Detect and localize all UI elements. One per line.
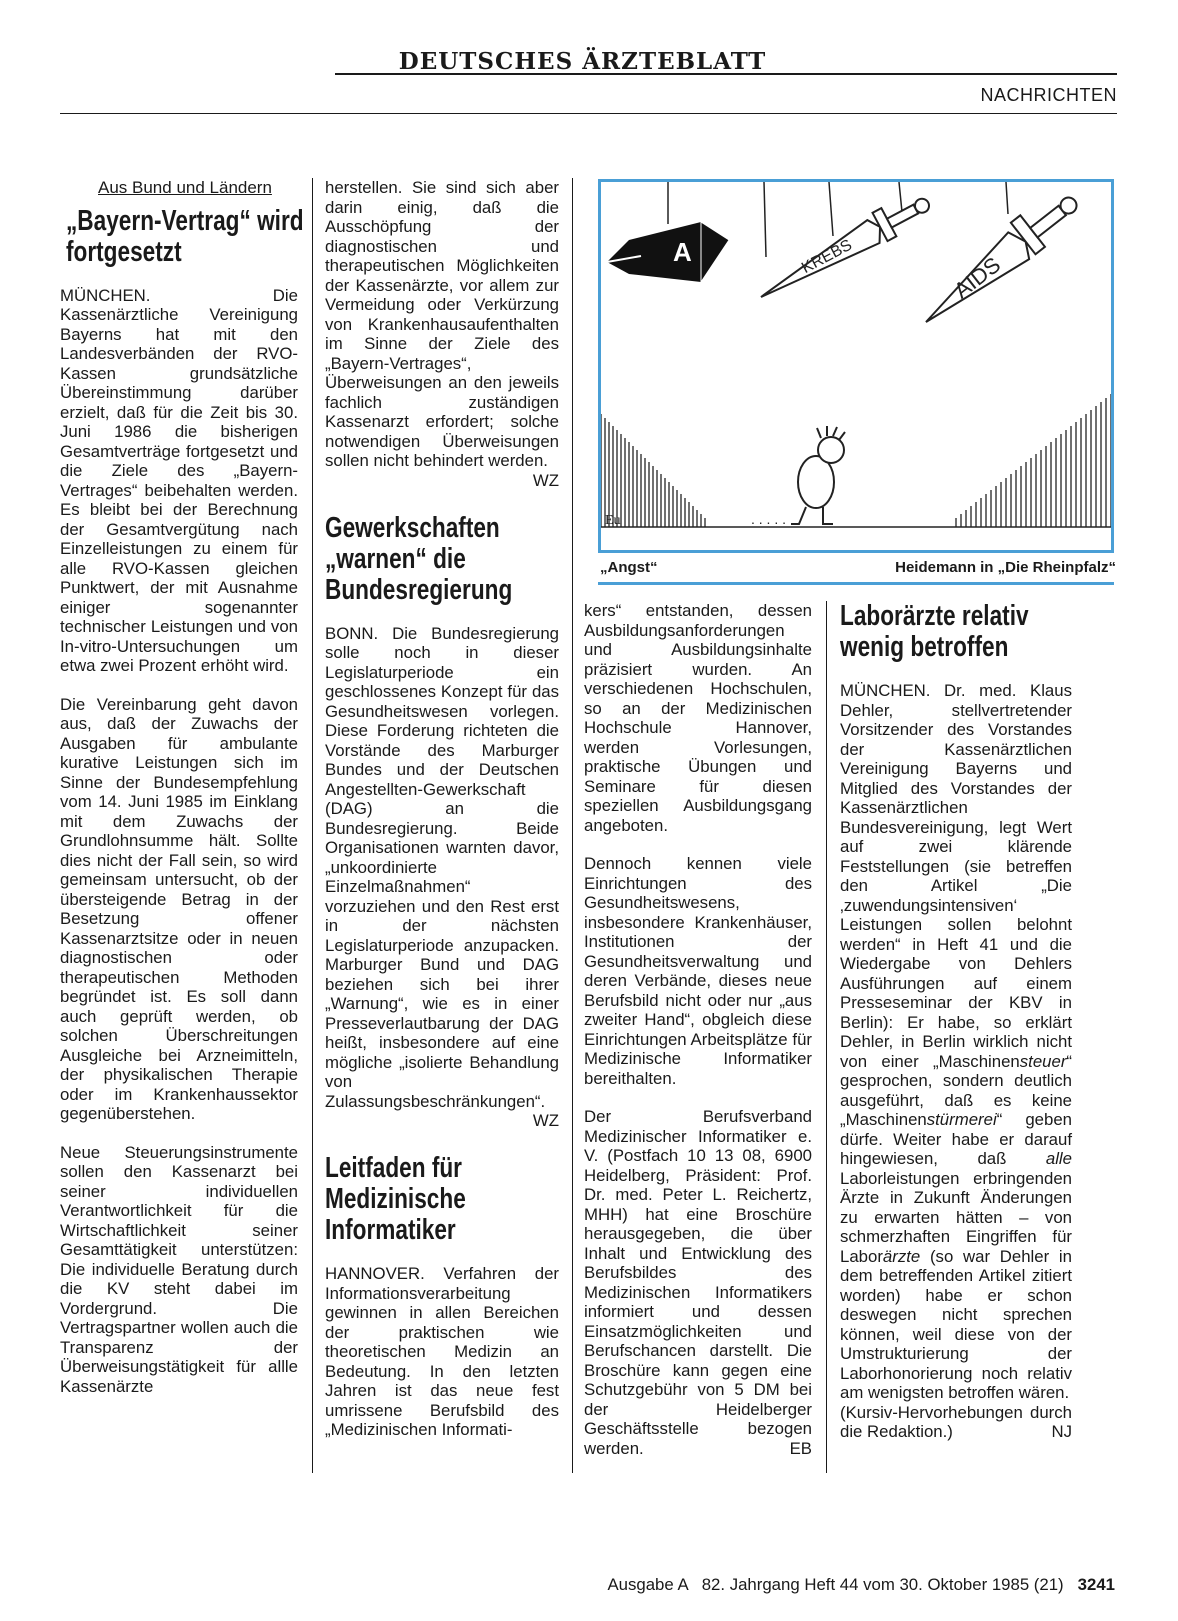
column-4 [840, 601, 1072, 1461]
signature: WZ [532, 470, 559, 490]
headline-leitfaden: Leitfaden für Medizinische Informatiker [325, 1152, 466, 1246]
column-divider [312, 178, 313, 1473]
caption-rule [598, 582, 1114, 585]
issue-info: Ausgabe A 82. Jahrgang Heft 44 vom 30. Oktober 1985 (21) [607, 1575, 1064, 1594]
cartoon-illustration [598, 179, 1114, 553]
column-3 [584, 601, 812, 1477]
grass-left-icon [601, 414, 705, 527]
page-number: 3241 [1077, 1575, 1115, 1594]
aids-dagger-icon [910, 183, 1086, 333]
kicker: Aus Bund und Ländern [98, 178, 272, 197]
headline-gewerkschaften: Gewerkschaften „warnen“ die Bundesregierung [325, 511, 513, 606]
paragraph: BONN. Die Bundesregierung solle noch in dieser Legislaturperiode ein geschlossenes Konzept für das Gesundheitswesen vorlegen. Diese Forderung richteten die Vorstände des Marburger Bundes und der Deutschen Angestellten-Gewerkschaft (DAG) an die Bundesregierung. Beide Organisationen warnten davor, „unkoordinierte Einzelmaßnahmen“ vorzuziehen und den Rest erst in der nächsten Legislaturperiode anzupacken. Marburger Bund und DAG beziehen sich bei ihrer „Warnung“, wie es in einer Presseverlautbarung der DAG heißt, insbesondere auf eine mögliche „isolierte Behandlung von Zulassungsbeschränkungen“. WZ [325, 623, 559, 1130]
paragraph: herstellen. Sie sind sich aber darin einig, daß die Ausschöpfung der diagnostischen und therapeutischen Möglichkeiten der Kassenärzte, vor allem zur Vermeidung oder Verkürzung von Krankenhausaufenthalten im Sinne der Ziele des „Bayern-Vertrages“, Überweisungen an den jeweils fachlich zuständigen Kassenarzt erfordert; solche notwendigen Überweisungen sollen nicht behindert werden. WZ [325, 178, 559, 490]
paragraph: HANNOVER. Verfahren der Informationsverarbeitung gewinnen in allen Bereichen der praktischen wie theoretischen Medizin an Bedeutung. In den letzten Jahren ist das neue fest umrissene Berufsbild des „Medizinischen Informati- [325, 1264, 559, 1439]
headline-bayern: „Bayern-Vertrag“ wird fortgesetzt [66, 204, 304, 268]
section-rule [60, 113, 1117, 114]
signature: EB [789, 1438, 812, 1458]
section-label: NACHRICHTEN [980, 85, 1117, 105]
column-divider [826, 601, 827, 1473]
label-krebs: KREBS [799, 236, 855, 278]
cartoon-caption-credit: Heidemann in „Die Rheinpfalz“ [895, 559, 1116, 576]
grass-right-icon [956, 394, 1111, 527]
label-a: A [673, 237, 692, 267]
editor-note: (Kursiv-Hervorhebungen durch die Redaktion.) NJ [840, 1402, 1072, 1441]
footer [607, 1575, 1115, 1595]
paragraph: MÜNCHEN. Die Kassenärztliche Vereinigung Bayerns hat mit den Landesverbänden der RVO-Kassen grundsätzliche Übereinstimmung darüber erzielt, daß für die Zeit bis 30. Juni 1986 die bisherigen Gesamtverträge fortgesetzt und die Ziele des „Bayern-Vertrages“ beibehalten werden. Es bleibt bei der Berechnung der Gesamtvergütung nach Einzelleistungen zu einem für alle RVO-Kassen gleichen Punktwert, der mit Ausnahme einiger sogenannter technischer Leistungen und von In-vitro-Untersuchungen um etwa zwei Prozent erhöht wird. [60, 285, 298, 675]
cartoon-caption-title: „Angst“ [600, 559, 658, 576]
paragraph: kers“ entstanden, dessen Ausbildungsanforderungen und Ausbildungsinhalte präzisiert wurden. An verschiedenen Hochschulen, so an der Medizinischen Hochschule Hannover, werden Vorlesungen, praktische Übungen und Seminare für diesen speziellen Ausbildungsgang angeboten. [584, 601, 812, 835]
column-1 [60, 178, 304, 1415]
paragraph: Dennoch kennen viele Einrichtungen des Gesundheitswesens, insbesondere Krankenhäuser, Institutionen der Gesundheitsverwaltung und deren Verbände, dieses neue Berufsbild nicht oder nur „aus zweiter Hand“, obgleich diese Einrichtungen Arbeitsplätze für Medizinische Informatiker bereithalten. [584, 854, 812, 1088]
masthead-rule [335, 73, 1117, 75]
paragraph: MÜNCHEN. Dr. med. Klaus Dehler, stellvertretender Vorsitzender des Vorstandes der Kassenärztlichen Vereinigung Bayerns und Mitglied des Vorstandes der Kassenärztlichen Bundesvereinigung, legt Wert auf zwei klärende Feststellungen (sie betreffen den Artikel „Die ‚zuwendungsintensiven‘ Leistungen sollen belohnt werden“ in Heft 41 und die Wiedergabe von Dehlers Ausführungen auf einem Presseseminar der KBV in Berlin): Er habe, so erklärt Dehler, in Berlin wirklich nicht von einer „Maschinensteuer“ gesprochen, sondern deutlich ausgeführt, daß es keine „Maschinenstürmerei“ geben dürfe. Weiter habe er darauf hingewiesen, daß alle Laborleistungen erbringenden Ärzte in Zukunft Änderungen zu erwarten hätten – von schmerzhaften Eingriffen für Laborärzte (so war Dehler in dem betreffenden Artikel zitiert worden) habe er schon deswegen nicht sprechen können, weil diese von der Umstrukturierung der Laborhonorierung noch relativ am wenigsten betroffen wären. [840, 681, 1072, 1402]
headline-laboraerzte: Laborärzte relativ wenig betroffen [840, 600, 1029, 663]
signature: WZ [532, 1111, 559, 1130]
krebs-dagger-icon [751, 187, 936, 305]
bomb-a-icon [607, 222, 729, 282]
artist-signature: Eu [605, 513, 621, 528]
paragraph: Neue Steuerungsinstrumente sollen den Kassenarzt bei seiner individuellen Verantwortlichkeit für die Wirtschaftlichkeit seiner Gesamttätigkeit unterstützen: Die individuelle Beratung durch die KV steht dabei im Vordergrund. Die Vertragspartner wollen auch die Transparenz der Überweisungstätigkeit für allle Kassenärzte [60, 1142, 298, 1396]
column-divider [572, 178, 573, 1473]
masthead: DEUTSCHES ÄRZTEBLATT [398, 48, 767, 75]
svg-text:. . . . .: . . . . . [751, 511, 787, 527]
signature: NJ [1051, 1422, 1072, 1441]
paragraph: Der Berufsverband Medizinischer Informatiker e. V. (Postfach 10 13 08, 6900 Heidelberg, Präsident: Prof. Dr. med. Peter L. Reichertz, MHH) hat eine Broschüre herausgegeben, die über Inhalt und Entwicklung des Berufsbildes des Medizinischen Informatikers informiert und dessen Einsatzmöglichkeiten und Berufschancen darstellt. Die Broschüre kann gegen eine Schutzgebühr von 5 DM bei der Heidelberger Geschäftsstelle bezogen werden. EB [584, 1107, 812, 1458]
column-2 [325, 178, 559, 1459]
paragraph: Die Vereinbarung geht davon aus, daß der Zuwachs der Ausgaben für ambulante kurative Leistungen sich im Sinne der Bundesempfehlung vom 14. Juni 1985 im Einklang mit dem Zuwachs der Grundlohnsumme hält. Sollte dies nicht der Fall sein, so wird gemeinsam untersucht, ob der übersteigende Betrag in der Besetzung offener Kassenarztsitze oder in neuen diagnostischen oder therapeutischen Methoden begründet ist. Es soll dann auch geprüft werden, ob solchen Überschreitungen Ausgleiche bei Arzneimitteln, der physikalischen Therapie oder im Krankenhaussektor gegenüberstehen. [60, 694, 298, 1123]
label-aids: AIDS [949, 251, 1006, 304]
frightened-figure-icon [791, 426, 845, 524]
